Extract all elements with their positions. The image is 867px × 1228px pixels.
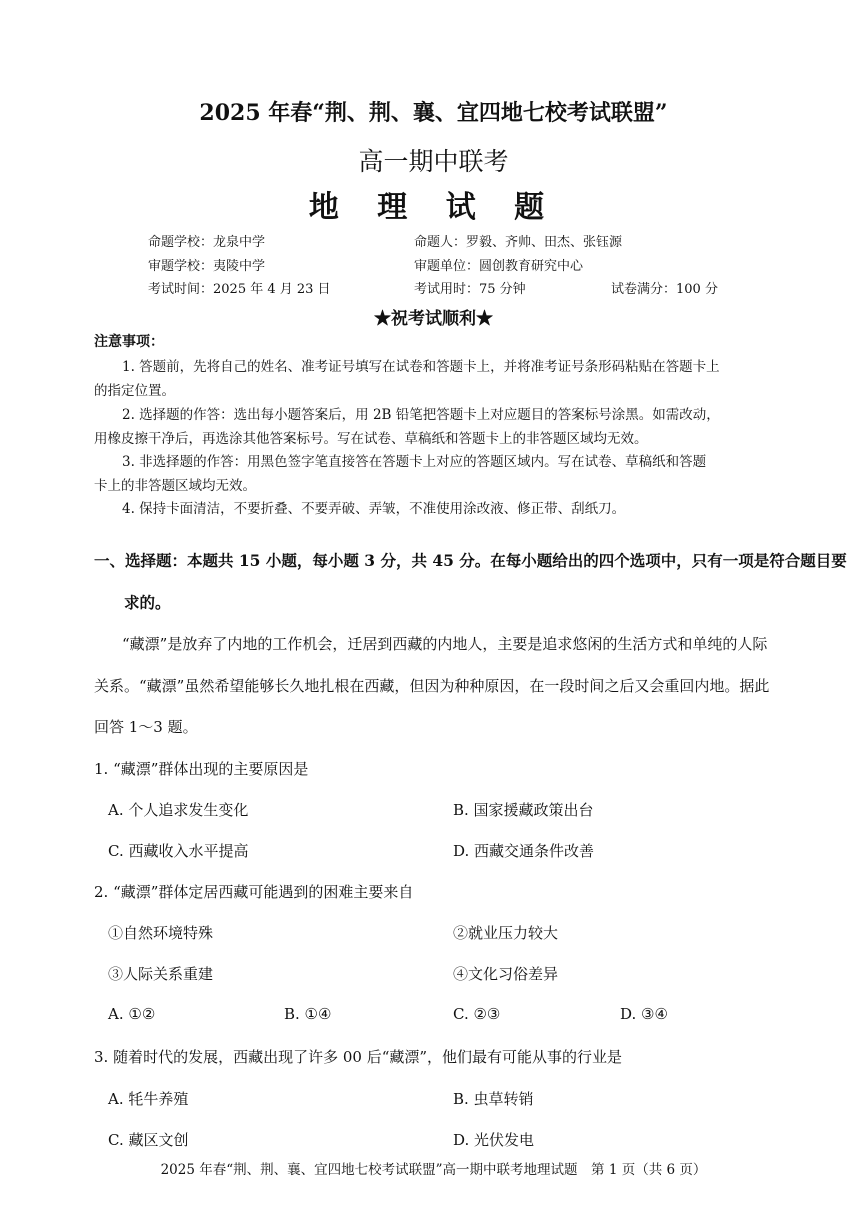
q2-option-a: A. ①② <box>108 1005 156 1023</box>
alliance-title: 2025 年春“荆、荆、襄、宜四地七校考试联盟” <box>199 100 668 126</box>
passage-line: 关系。“藏漂”虽然希望能够长久地扎根在西藏，但因为种种原因，在一段时间之后又会重回内地。据此 <box>94 677 770 695</box>
q2-option-b: B. ①④ <box>284 1005 332 1023</box>
full-score: 试卷满分：100 分 <box>611 282 718 297</box>
notice-line: 的指定位置。 <box>94 383 175 399</box>
notice-line: 4. 保持卡面清洁，不要折叠、不要弄破、弄皱，不准使用涂改液、修正带、刮纸刀。 <box>122 501 626 517</box>
q2-item-1: ①自然环境特殊 <box>108 924 214 942</box>
question-3-stem: 3. 随着时代的发展，西藏出现了许多 00 后“藏漂”，他们最有可能从事的行业是 <box>94 1048 623 1066</box>
q3-option-c: C. 藏区文创 <box>108 1131 189 1149</box>
q2-item-4: ④文化习俗差异 <box>453 965 559 983</box>
question-1-stem: 1. “藏漂”群体出现的主要原因是 <box>94 760 309 778</box>
exam-duration: 考试用时：75 分钟 <box>414 282 526 297</box>
reviewer-school: 审题学校：夷陵中学 <box>148 259 266 274</box>
q2-item-2: ②就业压力较大 <box>453 924 559 942</box>
q1-option-a: A. 个人追求发生变化 <box>108 801 249 819</box>
page-footer: 2025 年春“荆、荆、襄、宜四地七校考试联盟”高一期中联考地理试题 第 1 页（共 6 页） <box>160 1162 707 1178</box>
section-heading-cont: 求的。 <box>124 593 171 612</box>
subject-title: 地 理 试 题 <box>308 190 559 225</box>
proposer-school: 命题学校：龙泉中学 <box>148 235 266 250</box>
q2-option-d: D. ③④ <box>620 1005 668 1023</box>
q3-option-b: B. 虫草转销 <box>453 1090 534 1108</box>
notice-line: 卡上的非答题区域均无效。 <box>94 478 256 494</box>
q1-option-c: C. 西藏收入水平提高 <box>108 842 249 860</box>
exam-date: 考试时间：2025 年 4 月 23 日 <box>148 282 331 297</box>
notice-title: 注意事项： <box>94 334 164 350</box>
notice-line: 1. 答题前，先将自己的姓名、准考证号填写在试卷和答题卡上，并将准考证号条形码粘贴在答题卡上 <box>122 359 720 375</box>
notice-line: 2. 选择题的作答：选出每小题答案后，用 2B 铅笔把答题卡上对应题目的答案标号涂黑。如需改动， <box>122 407 720 423</box>
notice-line: 用橡皮擦干净后，再选涂其他答案标号。写在试卷、草稿纸和答题卡上的非答题区域均无效。 <box>94 431 648 447</box>
question-2-stem: 2. “藏漂”群体定居西藏可能遇到的困难主要来自 <box>94 883 414 901</box>
q2-item-3: ③人际关系重建 <box>108 965 214 983</box>
good-luck-banner: ★祝考试顺利★ <box>374 309 493 329</box>
section-heading: 一、选择题：本题共 15 小题，每小题 3 分，共 45 分。在每小题给出的四个选项中，只有一项是符合题目要 <box>94 551 847 570</box>
proposers: 命题人：罗毅、齐帅、田杰、张钰源 <box>414 235 623 250</box>
notice-line: 3. 非选择题的作答：用黑色签字笔直接答在答题卡上对应的答题区域内。写在试卷、草稿纸和答题 <box>122 454 707 470</box>
exam-title: 高一期中联考 <box>358 147 509 176</box>
q2-option-c: C. ②③ <box>453 1005 501 1023</box>
q3-option-d: D. 光伏发电 <box>453 1131 535 1149</box>
q3-option-a: A. 牦牛养殖 <box>108 1090 189 1108</box>
q1-option-b: B. 国家援藏政策出台 <box>453 801 594 819</box>
reviewer-unit: 审题单位：圆创教育研究中心 <box>414 259 584 274</box>
passage-line: 回答 1～3 题。 <box>94 718 198 736</box>
passage-line: “藏漂”是放弃了内地的工作机会，迁居到西藏的内地人，主要是追求悠闲的生活方式和单纯的人际 <box>122 635 768 653</box>
q1-option-d: D. 西藏交通条件改善 <box>453 842 595 860</box>
